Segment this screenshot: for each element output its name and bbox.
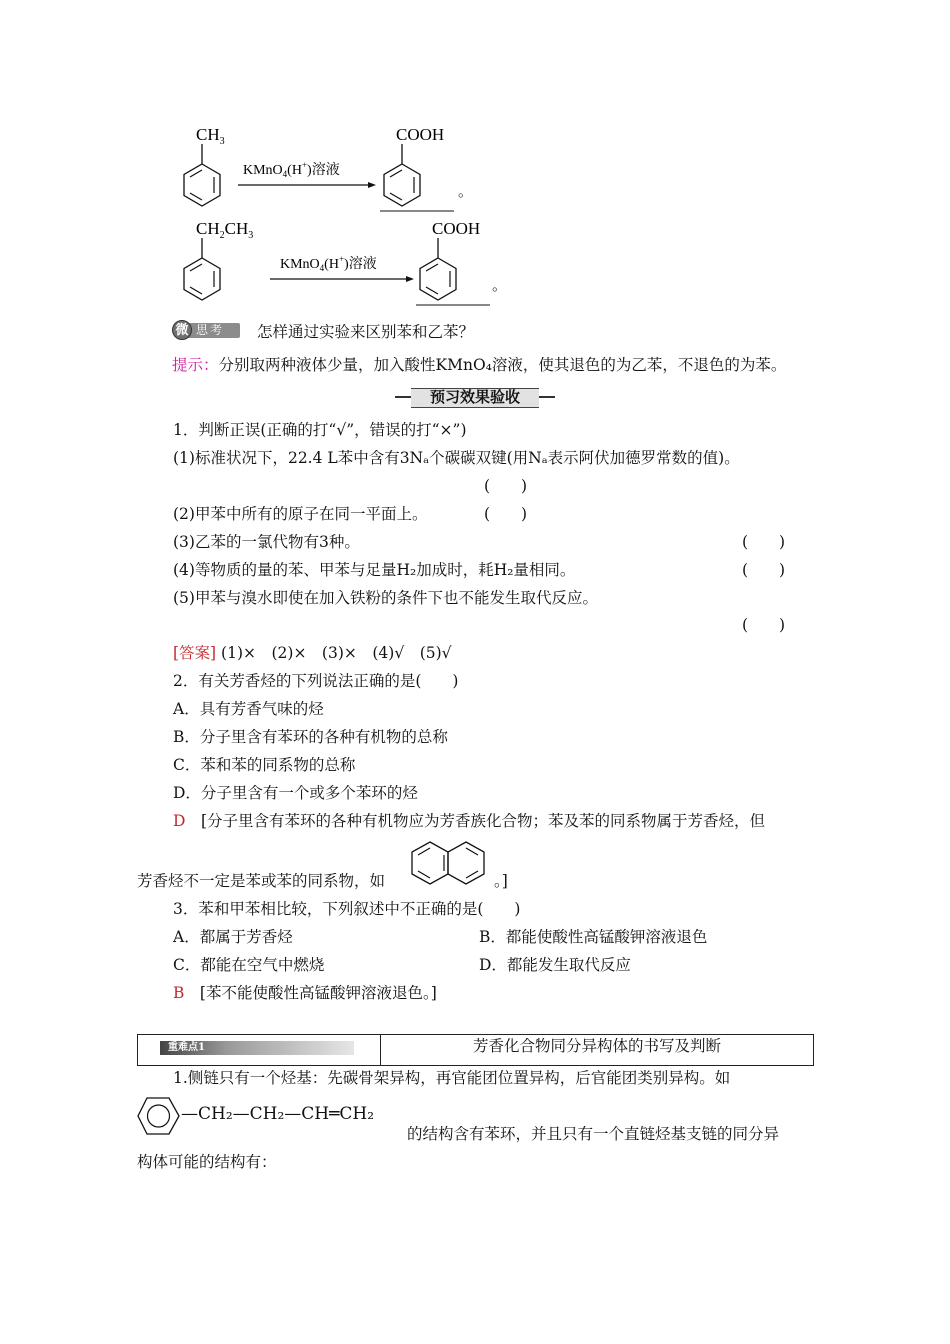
q2-stem: 2．有关芳香烃的下列说法正确的是( ) xyxy=(173,672,459,690)
hint-text: 分别取两种液体少量，加入酸性KMnO₄溶液，使其退色的为乙苯，不退色的为苯。 xyxy=(218,356,787,374)
reaction-scheme-toluene xyxy=(170,118,500,218)
q1-item-1: (1)标准状况下，22.4 L苯中含有3Nₐ个碳碳双键(用Nₐ表示阿伏加德罗常数的值)。 xyxy=(173,449,740,467)
q1-item-4: (4)等物质的量的苯、甲苯与足量H₂加成时，耗H₂量相同。 xyxy=(173,561,576,579)
q2-explanation: [分子里含有苯环的各种有机物应为芳香族化合物；苯及苯的同系物属于芳香烃，但 xyxy=(200,812,766,830)
benzene-ring-structure xyxy=(137,1094,181,1138)
carboxyl-group-label: COOH xyxy=(396,125,445,144)
para-line-1: 1.侧链只有一个烃基：先碳骨架异构，再官能团位置异构，后官能团类别异构。如 xyxy=(173,1069,731,1087)
q2-explanation-end: 。] xyxy=(494,872,508,890)
q3-stem: 3．苯和甲苯相比较，下列叙述中不正确的是( ) xyxy=(173,900,521,918)
svg-text:。: 。 xyxy=(492,278,508,294)
section-title: 预习效果验收 xyxy=(429,388,520,406)
q3-explanation: [苯不能使酸性高锰酸钾溶液退色。] xyxy=(199,984,437,1002)
think-question: 怎样通过实验来区别苯和乙苯？ xyxy=(257,323,475,341)
q3-option-a: A．都属于芳香烃 xyxy=(173,928,293,946)
q1-paren-5: ( ) xyxy=(742,616,786,634)
micro-circle: 微 xyxy=(172,320,192,340)
carboxyl-group-label: COOH xyxy=(432,219,481,238)
key-point-title: 芳香化合物同分异构体的书写及判断 xyxy=(472,1037,721,1055)
q1-item-2: (2)甲苯中所有的原子在同一平面上。 xyxy=(173,505,428,523)
reagent-label: KMnO$_4$(H+)溶液 xyxy=(243,160,340,179)
q2-answer: D xyxy=(173,812,186,830)
q2-option-c: C．苯和苯的同系物的总称 xyxy=(173,756,356,774)
q3-answer: B xyxy=(173,984,185,1002)
reaction-scheme-ethylbenzene xyxy=(170,212,520,312)
answer-label: [答案] xyxy=(173,644,217,662)
section-header xyxy=(395,386,555,408)
badge-text: 思考 xyxy=(196,323,225,337)
key-point-badge xyxy=(160,1041,354,1055)
q2-explanation-cont: 芳香烃不一定是苯或苯的同系物，如 xyxy=(137,872,386,890)
q1-paren-4: ( ) xyxy=(742,561,786,579)
q1-item-5: (5)甲苯与溴水即使在加入铁粉的条件下也不能发生取代反应。 xyxy=(173,589,598,607)
q1-paren-3: ( ) xyxy=(742,533,786,551)
q2-option-a: A．具有芳香气味的烃 xyxy=(173,700,324,718)
answer-text: (1)× (2)× (3)× (4)√ (5)√ xyxy=(221,644,452,662)
alkene-chain-formula: —CH₂—CH₂—CH═CH₂ xyxy=(181,1104,375,1124)
key-point-label: 重难点1 xyxy=(168,1042,205,1053)
q1-item-3: (3)乙苯的一氯代物有3种。 xyxy=(173,533,360,551)
q3-option-b: B．都能使酸性高锰酸钾溶液退色 xyxy=(479,928,708,946)
q1-stem: 1．判断正误(正确的打“√”，错误的打“×”) xyxy=(173,421,467,439)
key-point-header xyxy=(137,1034,814,1066)
svg-text:。: 。 xyxy=(458,184,474,200)
q1-paren-2: ( ) xyxy=(484,505,528,523)
methyl-group-label: $CH_3$ xyxy=(196,125,225,147)
para-line-2: 的结构含有苯环，并且只有一个直链烃基支链的同分异 xyxy=(407,1125,780,1143)
q2-option-d: D．分子里含有一个或多个苯环的烃 xyxy=(173,784,418,802)
naphthalene-structure xyxy=(406,838,490,890)
think-badge xyxy=(172,320,240,340)
q2-option-b: B．分子里含有苯环的各种有机物的总称 xyxy=(173,728,448,746)
q3-option-d: D．都能发生取代反应 xyxy=(479,956,631,974)
q3-option-c: C．都能在空气中燃烧 xyxy=(173,956,325,974)
reagent-label: KMnO$_4$(H+)溶液 xyxy=(280,254,377,273)
para-line-3: 构体可能的结构有： xyxy=(137,1153,277,1171)
hint-label: 提示： xyxy=(172,356,219,374)
q1-paren-1: ( ) xyxy=(484,477,528,495)
ethyl-group-label: $CH_2CH_3$ xyxy=(196,219,254,241)
